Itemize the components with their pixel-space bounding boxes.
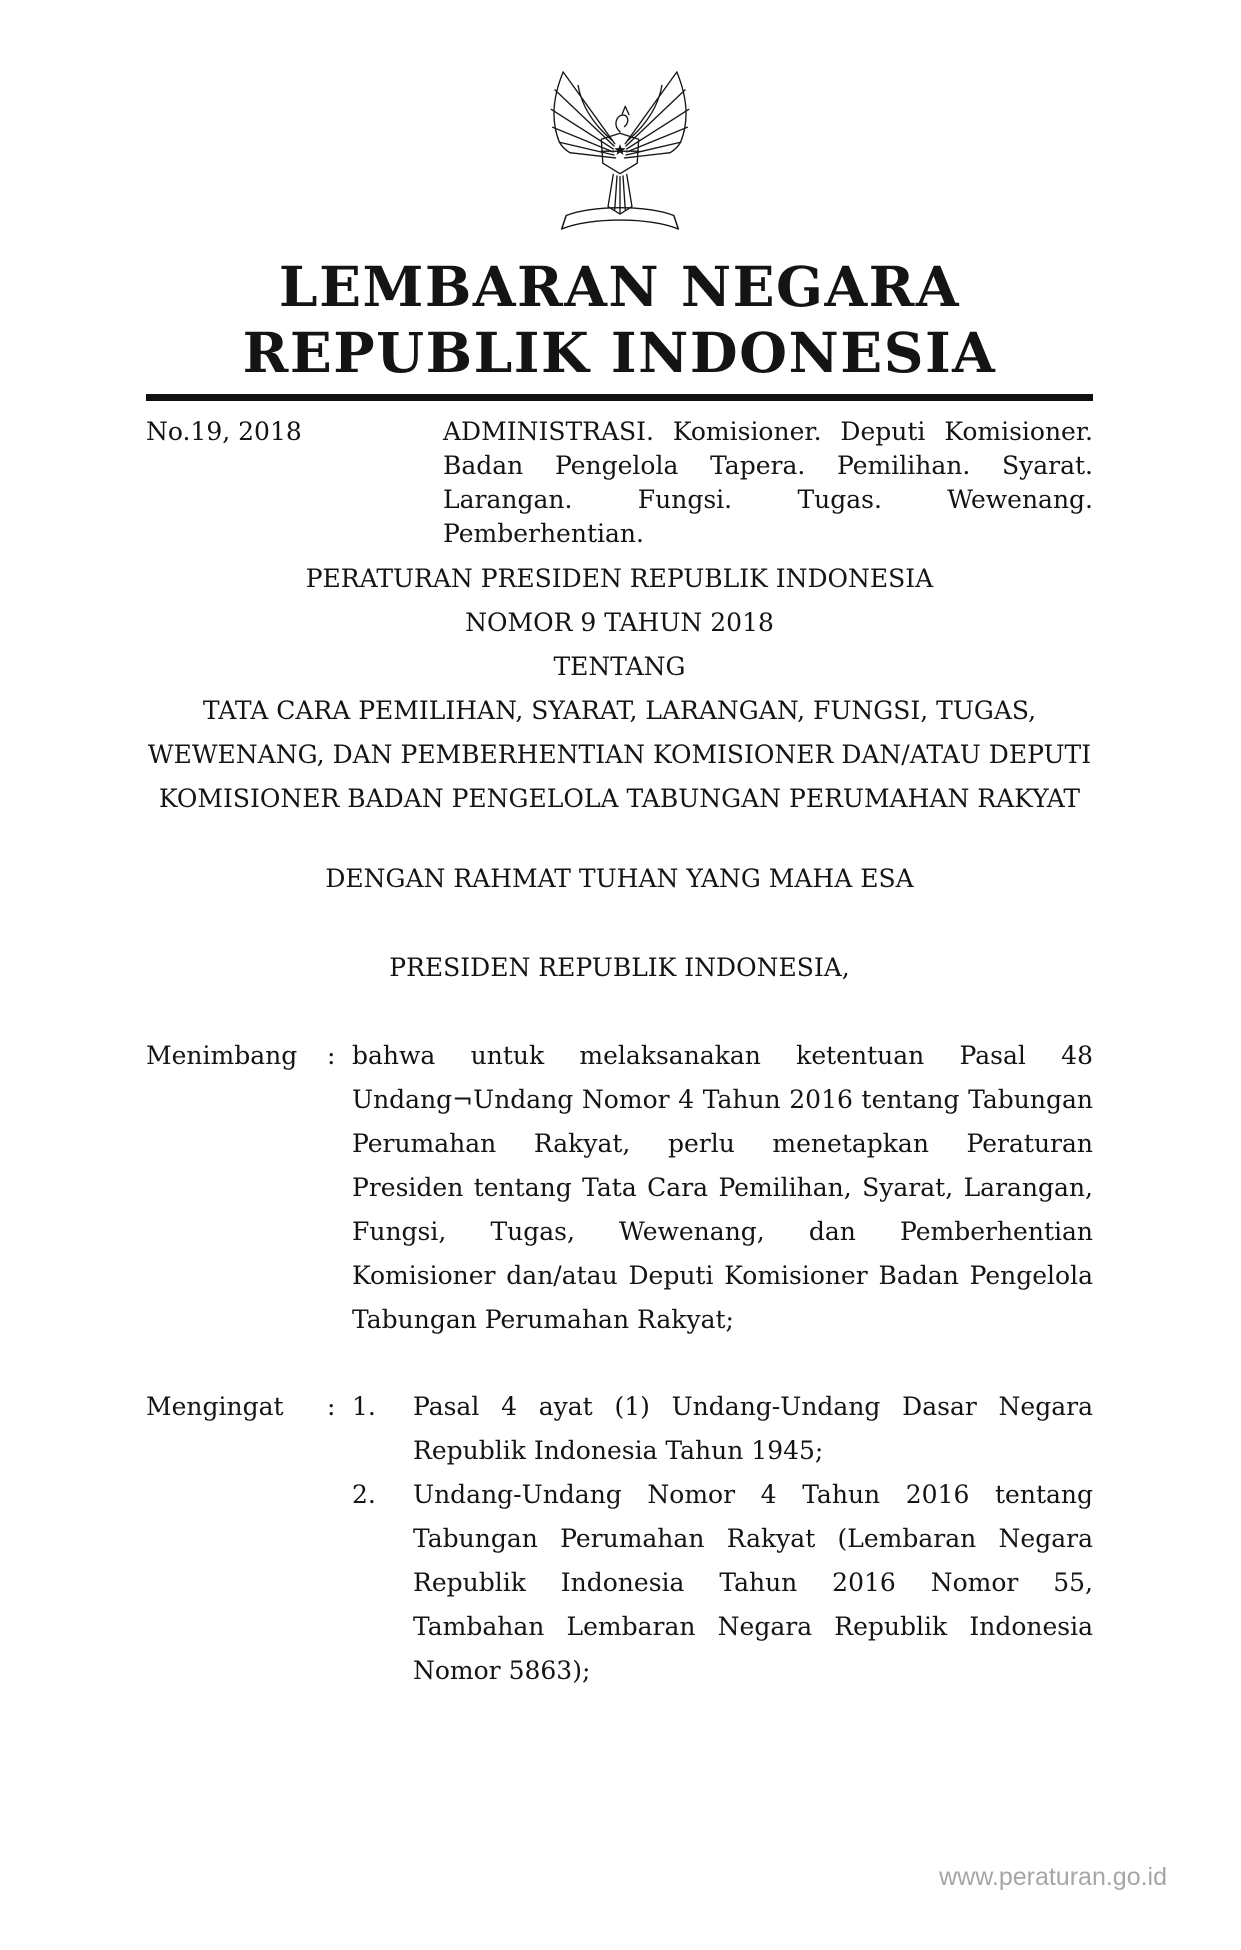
garuda-pancasila-emblem-icon: [545, 60, 695, 232]
regulation-subject-line3: KOMISIONER BADAN PENGELOLA TABUNGAN PERUMAHAN RAKYAT: [158, 784, 1081, 813]
considering-clause: [146, 1034, 1093, 1342]
list-item-text: Pasal 4 ayat (1) Undang-Undang Dasar Negara Republik Indonesia Tahun 1945;: [413, 1392, 1093, 1465]
regulation-subject-line1: TATA CARA PEMILIHAN, SYARAT, LARANGAN, FUNGSI, TUGAS,: [202, 696, 1037, 725]
regulation-heading: [146, 557, 1093, 821]
emblem-container: [146, 0, 1093, 246]
recalling-clause: [146, 1385, 1093, 1693]
considering-label: Menimbang: [146, 1041, 298, 1070]
subject-abstract: ADMINISTRASI. Komisioner. Deputi Komisioner. Badan Pengelola Tapera. Pemilihan. Syarat. Larangan. Fungsi. Tugas. Wewenang. Pemberhentian.: [443, 417, 1093, 548]
masthead-title-line2: REPUBLIK INDONESIA: [242, 320, 997, 385]
authority-line: PRESIDEN REPUBLIK INDONESIA,: [389, 953, 850, 982]
list-item-number: 1.: [352, 1392, 376, 1421]
source-url: www.peraturan.go.id: [939, 1863, 1167, 1891]
recalling-list: [352, 1385, 1093, 1693]
list-item: [352, 1385, 1093, 1473]
issue-number: No.19, 2018: [146, 417, 302, 446]
masthead-rule: [146, 394, 1093, 401]
issue-subject-row: [146, 415, 1093, 551]
considering-text: bahwa untuk melaksanakan ketentuan Pasal 48 Undang¬Undang Nomor 4 Tahun 2016 tentang Tabungan Perumahan Rakyat, perlu menetapkan Peraturan Presiden tentang Tata Cara Pemilihan, Syarat, Larangan, Fungsi, Tugas, Wewenang, dan Pemberhentian Komisioner dan/atau Deputi Komisioner Badan Pengelola Tabungan Perumahan Rakyat;: [352, 1041, 1093, 1334]
regulation-number-line: NOMOR 9 TAHUN 2018: [465, 608, 774, 637]
regulation-title-line: PERATURAN PRESIDEN REPUBLIK INDONESIA: [305, 564, 934, 593]
invocation-line: DENGAN RAHMAT TUHAN YANG MAHA ESA: [325, 864, 914, 893]
list-item-text: Undang-Undang Nomor 4 Tahun 2016 tentang Tabungan Perumahan Rakyat (Lembaran Negara Republik Indonesia Tahun 2016 Nomor 55, Tambahan Lembaran Negara Republik Indonesia Nomor 5863);: [413, 1480, 1093, 1685]
considering-colon: :: [327, 1041, 336, 1070]
recalling-colon: :: [327, 1392, 336, 1421]
masthead-title: [146, 254, 1093, 386]
regulation-subject-line2: WEWENANG, DAN PEMBERHENTIAN KOMISIONER DAN/ATAU DEPUTI: [147, 740, 1092, 769]
masthead-title-line1: LEMBARAN NEGARA: [278, 254, 961, 319]
list-item: [352, 1473, 1093, 1693]
list-item-number: 2.: [352, 1480, 376, 1509]
recalling-label: Mengingat: [146, 1392, 284, 1421]
regulation-tentang-line: TENTANG: [553, 652, 686, 681]
